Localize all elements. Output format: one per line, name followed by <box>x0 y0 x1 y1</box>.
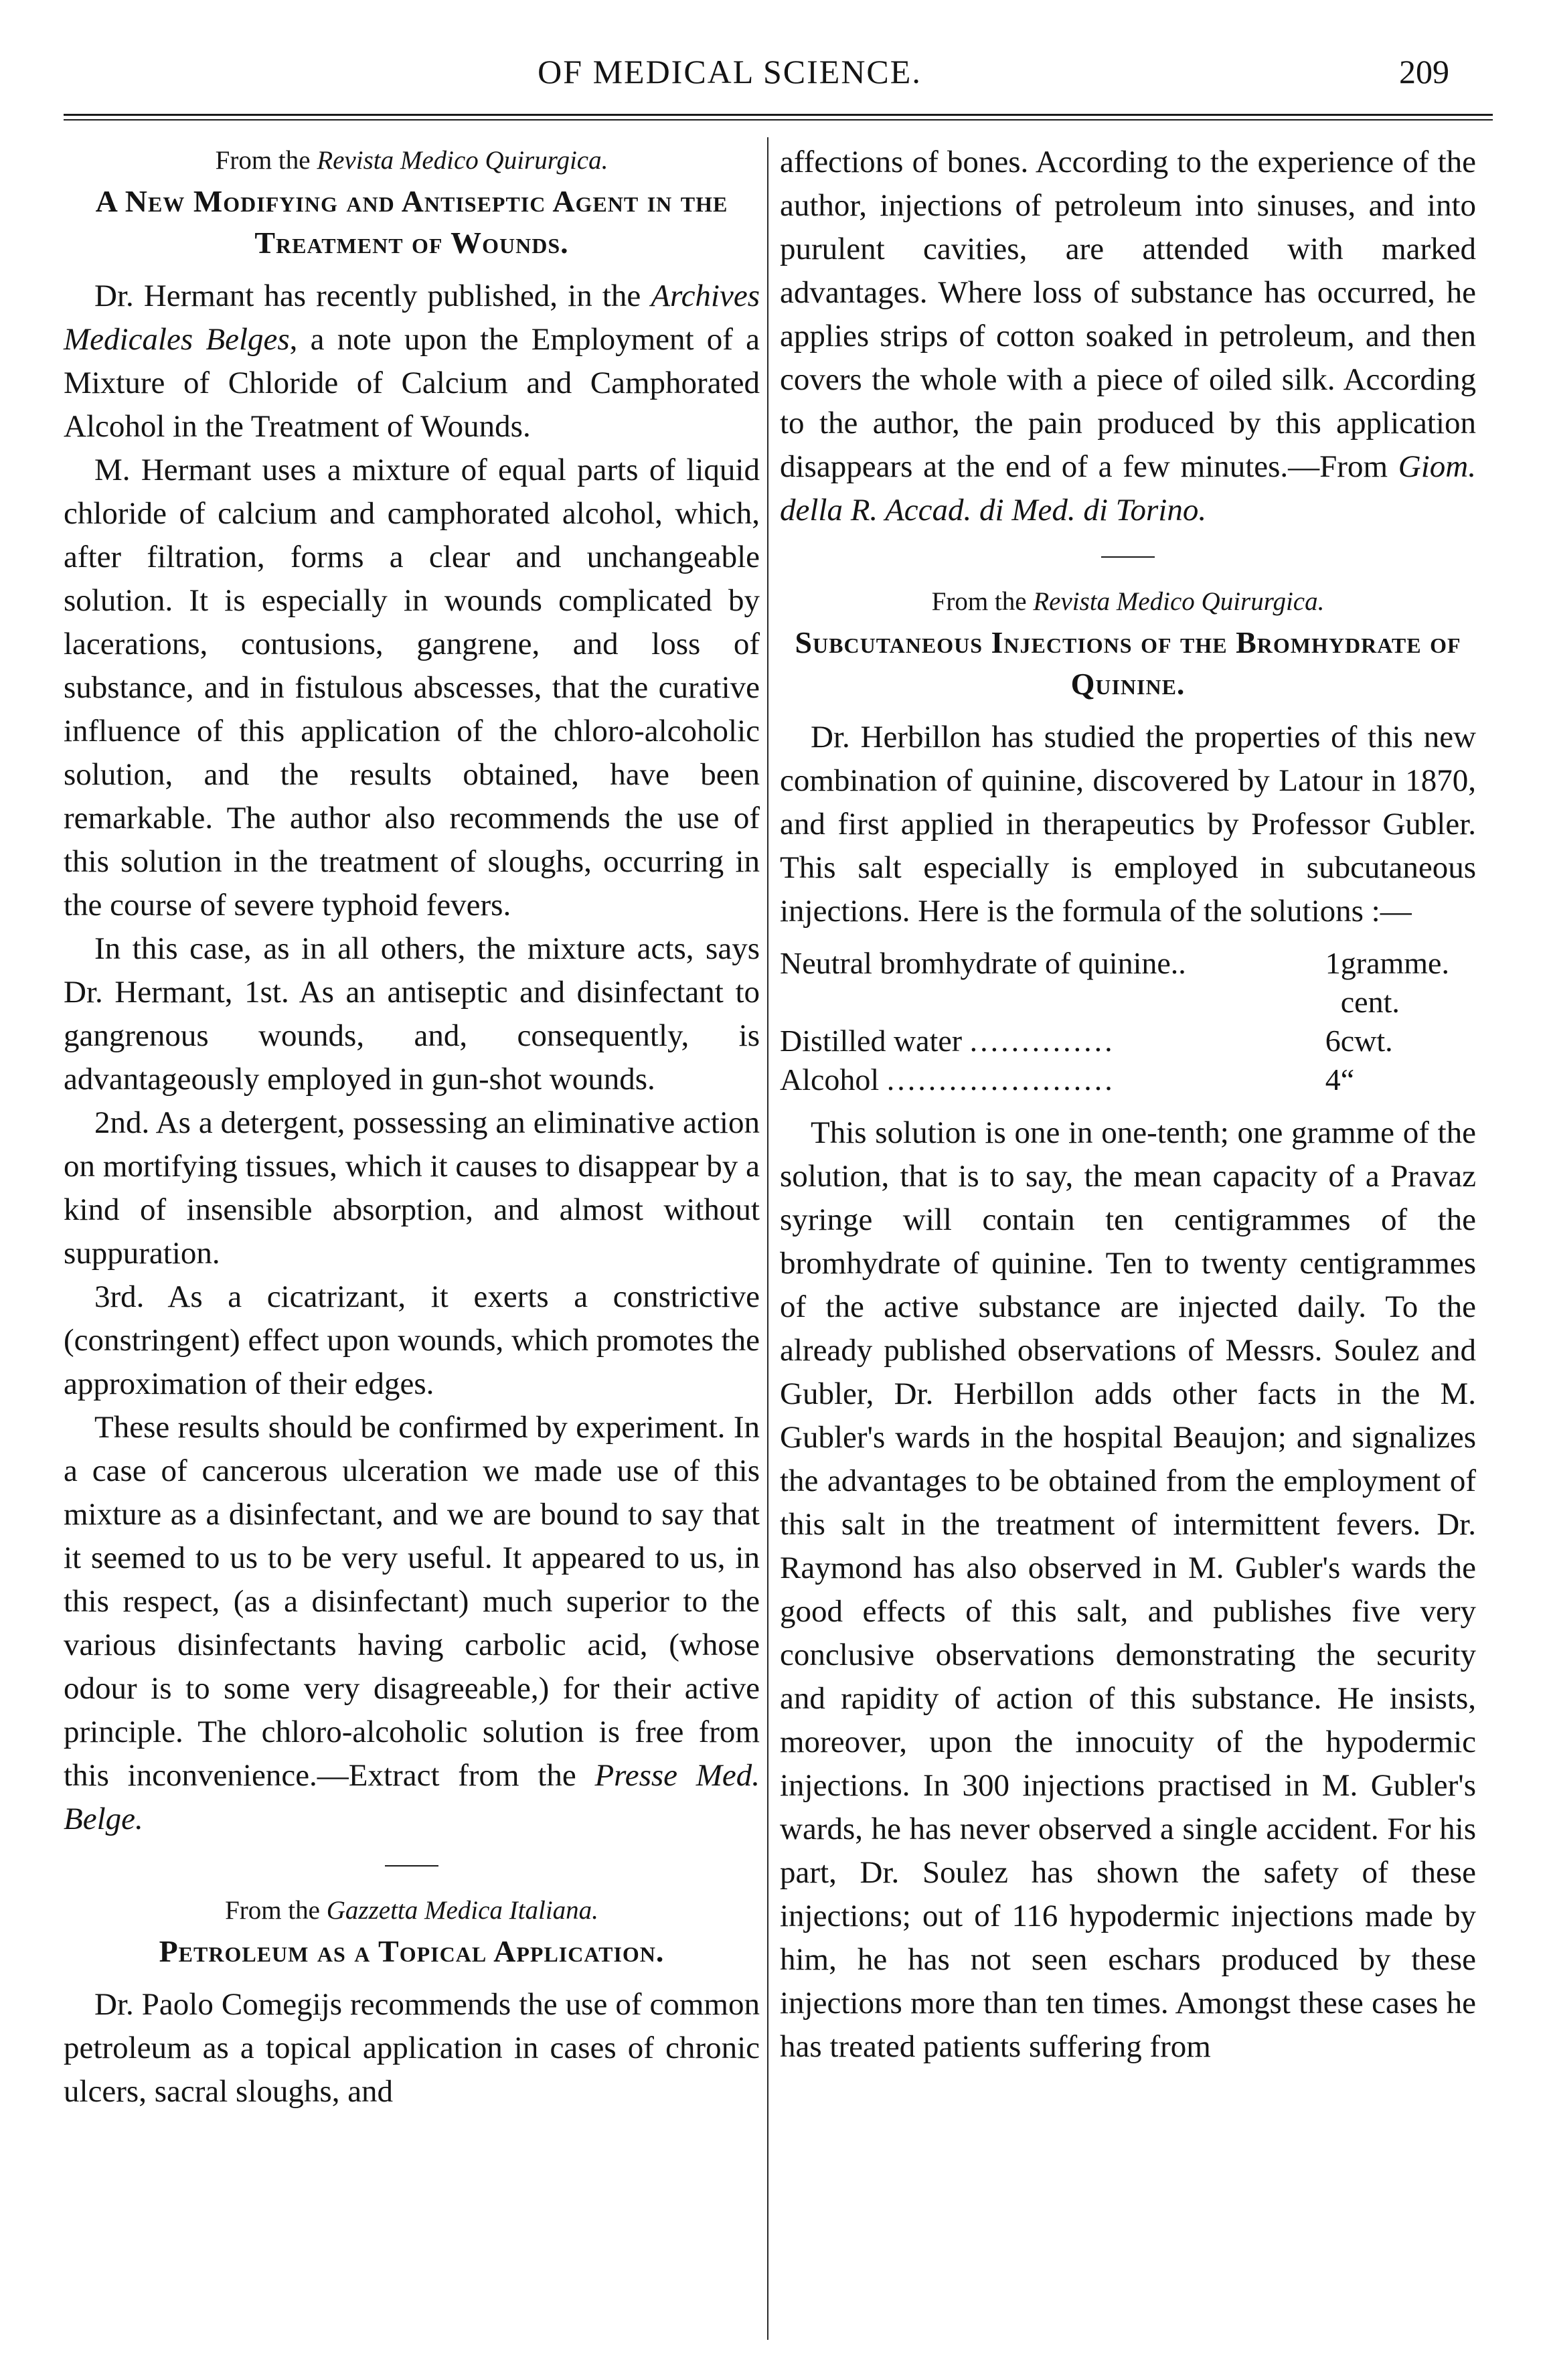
formula-unit: gramme. <box>1340 946 1449 980</box>
formula-ingredient-cell <box>780 1060 1302 1099</box>
source-prefix: From the <box>225 1896 327 1925</box>
formula-unit: “ <box>1340 1062 1355 1097</box>
page-number: 209 <box>1399 53 1449 90</box>
text-run: 2nd. As a detergent, possessing an eliminative action on mortifying tissues, which it causes to disappear by a kind of insensible absorption, and almost without suppuration. <box>64 1105 760 1271</box>
formula-unit: cent. cwt. <box>1340 985 1400 1058</box>
source-journal: Revista Medico Quirurgica. <box>1033 587 1325 616</box>
column-divider <box>767 137 768 2340</box>
formula-ingredient: Distilled water <box>780 1024 963 1058</box>
article-paragraph-continued <box>780 141 1476 532</box>
source-journal: Gazzetta Medica Italiana. <box>326 1896 598 1925</box>
text-run: Dr. Paolo Comegijs recommends the use of common petroleum as a topical application in cases of chronic ulcers, sacral sloughs, and <box>64 1987 760 2109</box>
article-headline: Subcutaneous Injections of the Bromhydrate of Quinine. <box>795 625 1461 701</box>
article-paragraph <box>64 449 760 927</box>
article-headline: A New Modifying and Antiseptic Agent in the Treatment of Wounds. <box>95 184 728 260</box>
journal-title: Giom. della R. Accad. di Med. di Torino. <box>780 449 1476 528</box>
text-run: This solution is one in one-tenth; one gramme of the solution, that is to say, the mean capacity of a Pravaz syringe will contain ten centigrammes of the bromhydrate of quinine. Ten to twenty centigrammes of the active substance are injected daily. To the already published observations of Messrs. Soulez and Gubler, Dr. Herbillon adds other facts in the M. Gubler's wards in the hospital Beaujon; and signalizes the advantages to be obtained from the employment of this salt in the treatment of intermittent fevers. Dr. Raymond has also observed in M. Gubler's wards the good effects of this salt, and publishes five very conclusive observations demonstrating the security and rapidity of action of this substance. He insists, moreover, upon the innocuity of the hypodermic injections. In 300 injections practised in M. Gubler's wards, he has never observed a single accident. For his part, Dr. Soulez has shown the safety of these injections; out of 116 hypodermic injections made by him, he has not seen eschars produced by these injections more than ten times. Amongst these cases he has treated patients suffering from <box>780 1115 1476 2064</box>
article-source <box>64 141 760 181</box>
article-paragraph <box>64 1406 760 1841</box>
article-source <box>64 1891 760 1931</box>
running-head <box>0 47 1547 100</box>
running-title: OF MEDICAL SCIENCE. <box>538 53 922 90</box>
formula-quantity: 6 <box>1325 1024 1341 1058</box>
article-source <box>780 582 1476 622</box>
formula-row <box>780 944 1449 983</box>
text-run: , a note upon the Employment of a Mixture of Chloride of Calcium and Camphorated Alcohol in the Treatment of Wounds. <box>64 322 760 444</box>
left-column <box>64 141 760 2114</box>
article-paragraph <box>64 274 760 449</box>
formula-ingredient: Neutral bromhydrate of quinine.. <box>780 946 1186 980</box>
formula-leader: .............. <box>969 1024 1115 1058</box>
right-column <box>780 141 1476 2069</box>
article-headline: Petroleum as a Topical Application. <box>159 1934 665 1968</box>
formula-ingredient: Alcohol <box>780 1062 880 1097</box>
header-rule <box>64 114 1493 121</box>
journal-title: Archives Medicales Belges <box>64 279 760 357</box>
source-prefix: From the <box>931 587 1034 616</box>
article-paragraph <box>780 1111 1476 2069</box>
formula-table <box>780 944 1449 1099</box>
text-run: 3rd. As a cicatrizant, it exerts a constrictive (constringent) effect upon wounds, which promotes the approximation of their edges. <box>64 1279 760 1401</box>
formula-quantity: 4 <box>1325 1062 1341 1097</box>
article-paragraph <box>64 1983 760 2114</box>
article-paragraph <box>64 1275 760 1406</box>
section-separator <box>385 1865 438 1867</box>
formula-ingredient-cell <box>780 983 1302 1060</box>
formula-row <box>780 983 1449 1060</box>
formula-leader: ...................... <box>886 1062 1115 1097</box>
article-paragraph <box>64 1101 760 1275</box>
source-prefix: From the <box>215 146 317 175</box>
text-run: Dr. Hermant has recently published, in the <box>94 279 651 313</box>
text-run: These results should be confirmed by experiment. In a case of cancerous ulceration we made use of this mixture as a disinfectant, and we are bound to say that it seemed to us to be very useful. It appeared to us, in this respect, (as a disinfectant) much superior to the various disinfectants having carbolic acid, (whose odour is to some very disagreeable,) for their active principle. The chloro-alcoholic solution is free from this inconvenience.—Extract from the <box>64 1410 760 1793</box>
section-separator <box>1101 556 1155 558</box>
text-run: M. Hermant uses a mixture of equal parts of liquid chloride of calcium and camphorated alcohol, which, after filtration, forms a clear and unchangeable solution. It is especially in wounds complicated by lacerations, contusions, gangrene, and loss of substance, and in fistulous abscesses, that the curative influence of this application of the chloro-alcoholic solution, and the results obtained, have been remarkable. The author also recommends the use of this solution in the treatment of sloughs, occurring in the course of severe typhoid fevers. <box>64 453 760 923</box>
formula-row <box>780 1060 1449 1099</box>
article-paragraph <box>780 716 1476 933</box>
text-run: Dr. Herbillon has studied the properties of this new combination of quinine, discovered by Latour in 1870, and first applied in therapeutics by Professor Gubler. This salt especially is employed in subcutaneous injections. Here is the formula of the solutions :— <box>780 720 1476 929</box>
text-run: In this case, as in all others, the mixture acts, says Dr. Hermant, 1st. As an antiseptic and disinfectant to gangrenous wounds, and, consequently, is advantageously employed in gun-shot wounds. <box>64 931 760 1097</box>
journal-title: Presse Med. Belge. <box>64 1758 760 1836</box>
formula-quantity: 1 <box>1325 946 1341 980</box>
article-paragraph <box>64 927 760 1101</box>
text-run: affections of bones. According to the experience of the author, injections of petroleum into sinuses, and into purulent cavities, are attended with marked advantages. Where loss of substance has occurred, he applies strips of cotton soaked in petroleum, and then covers the whole with a piece of oiled silk. According to the author, the pain produced by this application disappears at the end of a few minutes.—From <box>780 145 1476 484</box>
source-journal: Revista Medico Quirurgica. <box>317 146 608 175</box>
